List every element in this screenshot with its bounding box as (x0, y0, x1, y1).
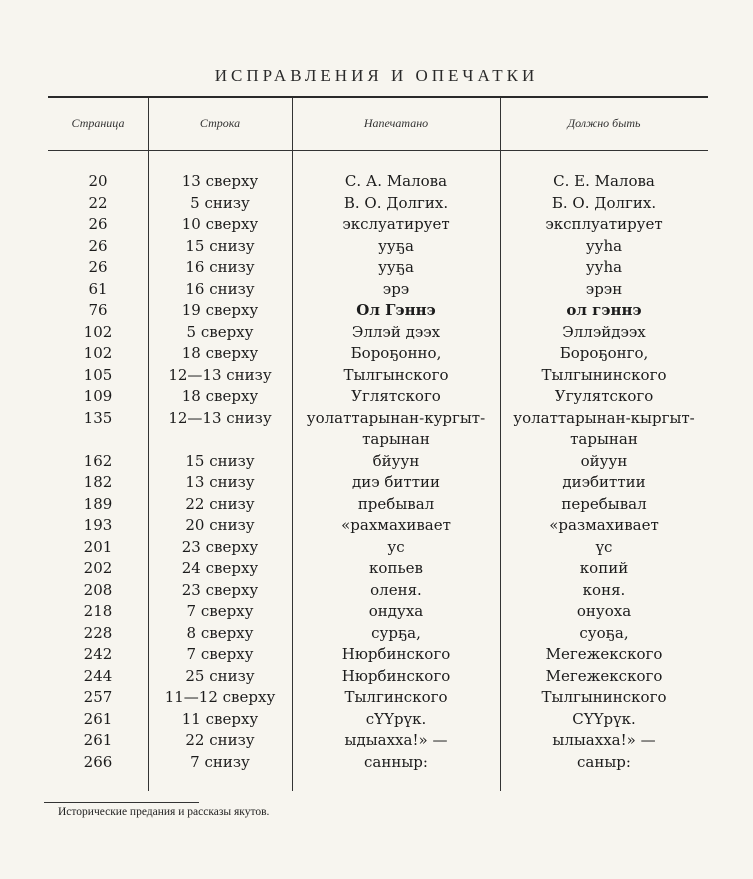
cell-line: 11—12 сверху (164, 688, 276, 706)
table-row (48, 214, 708, 236)
cell-page: 193 (83, 516, 113, 534)
cell-line: 23 сверху (181, 580, 259, 599)
cell-line: 10 сверху (181, 215, 259, 233)
cell-printed: ууҕа (378, 236, 414, 255)
table-row (48, 279, 708, 301)
cell-page: 20 (88, 172, 108, 190)
table-row (48, 193, 708, 215)
cell-line: 23 сверху (181, 537, 259, 556)
cell-line: 18 сверху (181, 344, 259, 362)
cell-line: 18 сверху (181, 387, 259, 405)
cell-page: 109 (83, 387, 113, 405)
cell-page: 261 (83, 709, 113, 728)
footnote: Исторические предания и рассказы якутов. (58, 806, 270, 818)
cell-correct: Мегежекского (545, 645, 663, 663)
cell-printed: Нюрбинского (341, 645, 451, 663)
cell-line: 8 сверху (186, 623, 254, 642)
cell-printed: Эллэй дээх (351, 322, 441, 341)
cell-correct: копий (579, 559, 629, 577)
cell-printed: санныр: (364, 752, 428, 771)
table-row (48, 580, 708, 602)
cell-line: 13 снизу (185, 473, 255, 491)
cell-printed: В. О. Долгих. (343, 193, 449, 212)
cell-correct: Эллэйдээх (562, 322, 646, 341)
cell-printed: Ол Гэннэ (356, 301, 436, 319)
cell-printed: Углятского (351, 387, 441, 405)
cell-line: 12—13 снизу (168, 365, 272, 384)
cell-line: 5 снизу (190, 193, 250, 212)
cell-page: 102 (83, 344, 113, 362)
cell-line: 7 снизу (190, 752, 250, 771)
cell-page: 202 (83, 559, 113, 577)
cell-printed: ууҕа (378, 258, 414, 276)
cell-page: 162 (83, 451, 113, 470)
footnote-rule (44, 802, 199, 803)
cell-printed: С. А. Малова (344, 172, 448, 190)
cell-printed: ондуха (368, 602, 424, 620)
column-header-correct: Должно быть (567, 116, 641, 130)
cell-printed: уолаттарынан-кургыт- тарынан (306, 408, 486, 448)
cell-line: 15 снизу (185, 451, 255, 470)
errata-table-body (48, 171, 708, 773)
cell-correct: ылыахха!» — (552, 731, 656, 749)
table-row (48, 558, 708, 580)
table-row (48, 322, 708, 344)
table-row (48, 515, 708, 537)
table-row (48, 601, 708, 623)
cell-printed: Тылгынского (343, 365, 449, 384)
cell-correct: Б. О. Долгих. (551, 193, 657, 212)
column-header-page: Страница (71, 116, 125, 130)
cell-correct: суоҕа, (579, 623, 629, 642)
table-top-rule (48, 96, 708, 98)
table-row (48, 343, 708, 365)
cell-printed: сҮҮрүк. (365, 709, 427, 728)
cell-page: 182 (83, 473, 113, 491)
table-row (48, 236, 708, 258)
cell-line: 15 снизу (185, 236, 255, 255)
cell-correct: Мегежекского (545, 666, 663, 685)
cell-correct: эрэн (585, 279, 623, 298)
cell-correct: Бороҕонго, (559, 344, 649, 362)
cell-correct: Угулятского (554, 387, 654, 405)
cell-line: 5 сверху (186, 322, 254, 341)
cell-printed: диэ биттии (351, 473, 441, 491)
cell-line: 13 сверху (181, 172, 259, 190)
cell-correct: саныр: (577, 752, 631, 771)
cell-correct: С. Е. Малова (553, 172, 655, 190)
cell-printed: пребывал (357, 494, 435, 513)
table-row (48, 644, 708, 666)
cell-printed: сурҕа, (371, 623, 421, 642)
cell-page: 61 (88, 279, 108, 298)
cell-correct: ууһа (585, 258, 623, 276)
table-row (48, 752, 708, 774)
cell-printed: оленя. (370, 580, 422, 599)
table-row (48, 408, 708, 451)
cell-correct: уолаттарынан-кыргыт- тарынан (513, 408, 695, 448)
table-row (48, 472, 708, 494)
table-row (48, 451, 708, 473)
table-row (48, 386, 708, 408)
cell-correct: ууһа (585, 236, 623, 255)
column-header-line: Строка (199, 116, 241, 130)
cell-page: 266 (83, 752, 113, 771)
cell-correct: онуоха (576, 602, 632, 620)
cell-page: 228 (83, 623, 113, 642)
cell-printed: «рахмахивает (341, 516, 451, 534)
cell-line: 22 снизу (185, 494, 255, 513)
cell-correct: коня. (582, 580, 626, 599)
table-row (48, 365, 708, 387)
page-title: ИСПРАВЛЕНИЯ И ОПЕЧАТКИ (214, 66, 539, 85)
table-row (48, 666, 708, 688)
cell-correct: Тылгынинского (541, 688, 667, 706)
cell-page: 189 (83, 494, 113, 513)
cell-printed: Бороҕонно, (350, 344, 442, 362)
cell-correct: перебывал (561, 494, 647, 513)
cell-line: 22 снизу (185, 731, 255, 749)
cell-printed: Нюрбинского (341, 666, 451, 685)
cell-correct: СҮҮрүк. (572, 709, 636, 728)
table-row (48, 730, 708, 752)
cell-page: 76 (88, 301, 108, 319)
cell-line: 11 сверху (181, 709, 259, 728)
cell-page: 244 (83, 666, 113, 685)
cell-page: 22 (88, 193, 108, 212)
cell-page: 135 (83, 408, 113, 427)
cell-correct: эксплуатирует (545, 215, 663, 233)
cell-printed: ыдыахха!» — (344, 731, 448, 749)
cell-printed: эрэ (382, 279, 410, 298)
cell-line: 7 сверху (186, 602, 254, 620)
cell-page: 257 (83, 688, 113, 706)
cell-correct: «размахивает (549, 516, 659, 534)
cell-printed: копьев (369, 559, 423, 577)
cell-line: 19 сверху (181, 301, 259, 319)
table-row (48, 300, 708, 322)
cell-page: 218 (83, 602, 113, 620)
cell-page: 26 (88, 215, 108, 233)
table-row (48, 687, 708, 709)
cell-line: 16 снизу (185, 258, 255, 276)
cell-page: 102 (83, 322, 113, 341)
cell-line: 20 снизу (185, 516, 255, 534)
cell-page: 242 (83, 645, 113, 663)
cell-line: 24 сверху (181, 559, 259, 577)
cell-correct: ол гэннэ (566, 301, 642, 319)
cell-printed: экслуатирует (342, 215, 450, 233)
cell-printed: Тылгинского (344, 688, 448, 706)
table-row (48, 171, 708, 193)
cell-page: 208 (83, 580, 113, 599)
cell-printed: ус (387, 537, 405, 556)
table-row (48, 257, 708, 279)
cell-printed: бйуун (372, 451, 420, 470)
cell-line: 25 снизу (185, 666, 255, 685)
table-row (48, 623, 708, 645)
cell-correct: ойуун (580, 451, 628, 470)
table-row (48, 537, 708, 559)
cell-page: 105 (83, 365, 113, 384)
cell-correct: Тылгынинского (541, 365, 667, 384)
table-row (48, 709, 708, 731)
cell-page: 26 (88, 236, 108, 255)
cell-line: 16 снизу (185, 279, 255, 298)
cell-page: 201 (83, 537, 113, 556)
cell-correct: үс (595, 537, 613, 556)
cell-page: 261 (83, 731, 113, 749)
table-row (48, 494, 708, 516)
cell-page: 26 (88, 258, 108, 276)
cell-correct: диэбиттии (562, 473, 646, 491)
cell-line: 12—13 снизу (168, 408, 272, 427)
cell-line: 7 сверху (186, 645, 254, 663)
column-header-printed: Напечатано (363, 116, 429, 130)
table-header-rule (48, 150, 708, 151)
